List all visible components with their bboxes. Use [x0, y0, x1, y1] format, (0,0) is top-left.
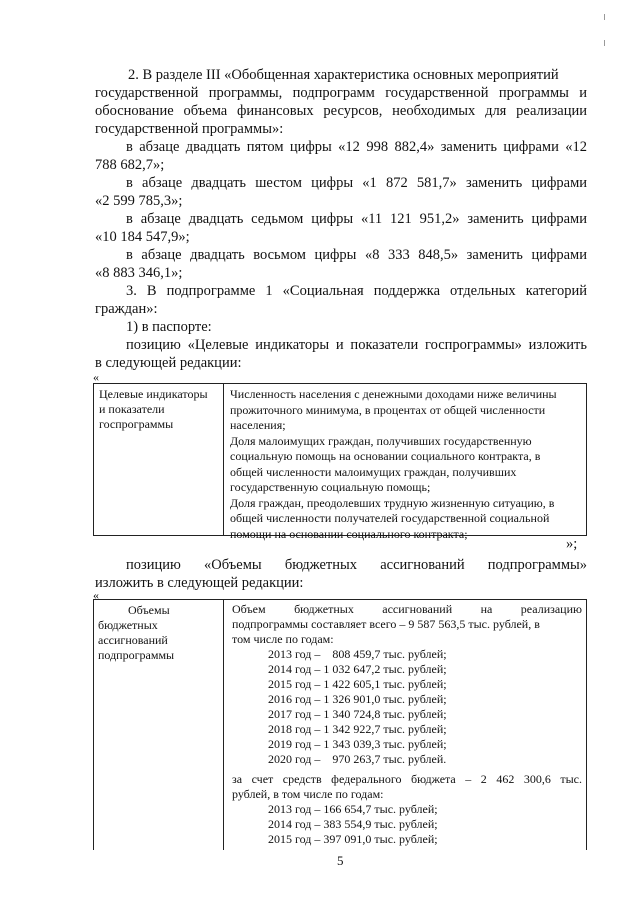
federal-year-line: 2013 год – 166 654,7 тыс. рублей;	[268, 802, 438, 816]
scan-mark	[604, 14, 605, 20]
scan-mark	[604, 40, 605, 46]
para-25-line1: в абзаце двадцать пятом цифры «12 998 882,4» заменить цифрами «12	[126, 139, 587, 155]
year-line: 2020 год – 970 263,7 тыс. рублей.	[268, 752, 447, 766]
year-line: 2017 год – 1 340 724,8 тыс. рублей;	[268, 707, 447, 721]
label-line: бюджетных	[98, 618, 158, 632]
indicators-table	[93, 383, 587, 541]
year-line: 2019 год – 1 343 039,3 тыс. рублей;	[268, 737, 447, 751]
year-line: 2014 год – 1 032 647,2 тыс. рублей;	[268, 662, 447, 676]
position1-line2: в следующей редакции:	[95, 355, 242, 371]
budget-total-line1: Объем бюджетных ассигнований на реализацию	[232, 602, 582, 616]
position1-line1: позицию «Целевые индикаторы и показатели госпрограммы» изложить	[126, 337, 587, 353]
para-28-line2: «8 883 346,1»;	[95, 265, 183, 281]
label-line: госпрограммы	[99, 417, 174, 431]
federal-line1: за счет средств федерального бюджета – 2 462 300,6 тыс.	[232, 772, 582, 786]
content-line: прожиточного минимума, в процентах от общей численности	[230, 402, 546, 417]
section3-line2: граждан»:	[95, 301, 158, 317]
indicators-content	[230, 387, 582, 542]
label-line: Объемы	[128, 603, 170, 617]
para-26-line2: «2 599 785,3»;	[95, 193, 183, 209]
position2-line2: изложить в следующей редакции:	[95, 575, 304, 591]
budget-label	[98, 603, 220, 663]
content-line: общей численности получателей государственной социальной	[230, 511, 550, 525]
label-line: ассигнований	[98, 633, 168, 647]
budget-total-line2: подпрограммы составляет всего – 9 587 563,5 тыс. рублей, в	[232, 617, 540, 631]
year-line: 2015 год – 1 422 605,1 тыс. рублей;	[268, 677, 447, 691]
section2-line4: государственной программы»:	[95, 121, 284, 137]
federal-year-line: 2015 год – 397 091,0 тыс. рублей;	[268, 832, 438, 846]
para-26-line1: в абзаце двадцать шестом цифры «1 872 581,7» заменить цифрами	[126, 175, 587, 191]
close-quote: »;	[566, 536, 578, 552]
open-quote: «	[93, 370, 99, 384]
content-line: Доля малоимущих граждан, получивших государственную	[230, 433, 532, 448]
budget-table	[93, 599, 587, 850]
content-line: помощи на основании социального контракта;	[230, 526, 468, 541]
label-line: Целевые индикаторы	[99, 387, 208, 401]
content-line: государственную социальную помощь;	[230, 480, 431, 494]
content-line: Доля граждан, преодолевших трудную жизненную ситуацию, в	[230, 495, 555, 510]
position2-line1: позицию «Объемы бюджетных ассигнований подпрограммы»	[126, 557, 587, 573]
year-line: 2016 год – 1 326 901,0 тыс. рублей;	[268, 692, 447, 706]
table-divider	[223, 600, 224, 850]
passport-line: 1) в паспорте:	[126, 319, 212, 335]
budget-total-line3: том числе по годам:	[232, 632, 334, 646]
para-28-line1: в абзаце двадцать восьмом цифры «8 333 848,5» заменить цифрами	[126, 247, 587, 263]
content-line: Численность населения с денежными доходами ниже величины	[230, 387, 557, 401]
section2-line1: 2. В разделе III «Обобщенная характеристика основных мероприятий	[128, 67, 559, 83]
federal-year-line: 2014 год – 383 554,9 тыс. рублей;	[268, 817, 438, 831]
para-25-line2: 788 682,7»;	[95, 157, 165, 173]
page-number: 5	[337, 853, 344, 868]
label-line: подпрограммы	[98, 648, 175, 662]
open-quote: «	[93, 588, 99, 602]
label-line: и показатели	[99, 402, 165, 416]
section3-line1: 3. В подпрограмме 1 «Социальная поддержка отдельных категорий	[126, 283, 587, 299]
para-27-line2: «10 184 547,9»;	[95, 229, 190, 245]
section2-line3: обоснование объема финансовых ресурсов, необходимых для реализации	[95, 103, 587, 119]
indicators-label	[99, 387, 221, 432]
content-line: социальную помощь на основании социального контракта, в	[230, 449, 541, 463]
year-line: 2013 год – 808 459,7 тыс. рублей;	[268, 647, 447, 661]
content-line: населения;	[230, 418, 286, 432]
para-27-line1: в абзаце двадцать седьмом цифры «11 121 951,2» заменить цифрами	[126, 211, 587, 227]
content-line: общей численности малоимущих граждан, получивших	[230, 464, 517, 479]
section2-line2: государственной программы, подпрограмм государственной программы и	[95, 85, 587, 101]
federal-line2: рублей, в том числе по годам:	[232, 787, 384, 801]
table-divider	[223, 384, 224, 535]
year-line: 2018 год – 1 342 922,7 тыс. рублей;	[268, 722, 447, 736]
